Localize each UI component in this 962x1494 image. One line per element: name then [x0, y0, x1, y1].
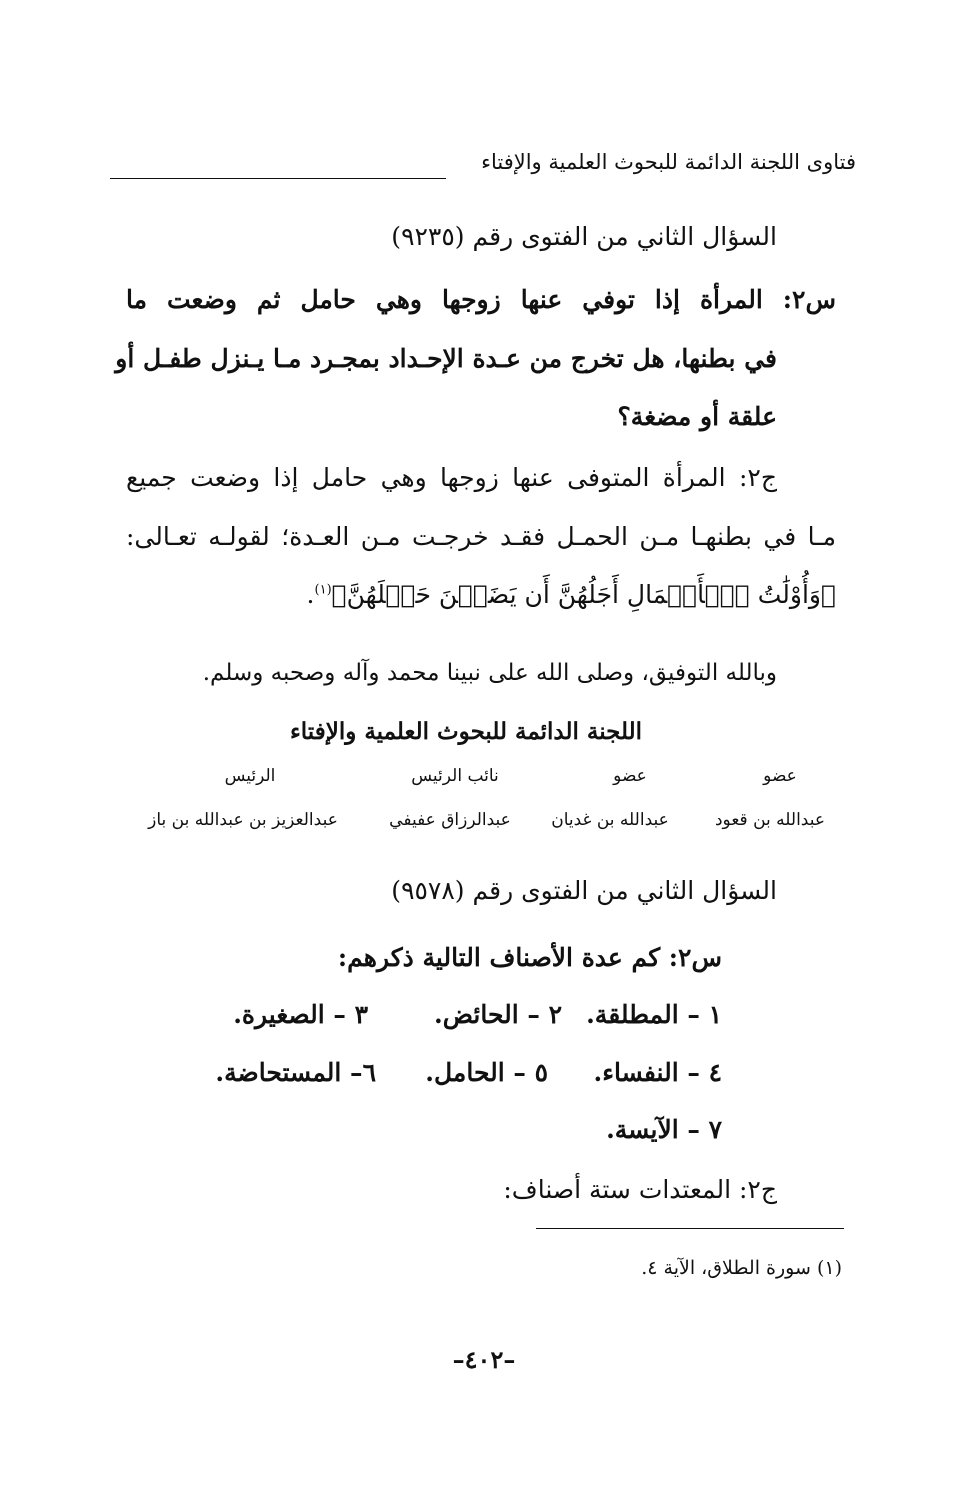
- answer-2: ج٢: المعتدات ستة أصناف:: [503, 1175, 777, 1204]
- page-number: –٤٠٢–: [452, 1345, 516, 1374]
- footnote-rule: [536, 1228, 844, 1229]
- list-item-7: ٧ – الآيسة.: [606, 1115, 722, 1144]
- footnote: (١) سورة الطلاق، الآية ٤.: [641, 1257, 842, 1279]
- member-name-4: عبدالعزيز بن عبدالله بن باز: [148, 810, 338, 830]
- list-item-2: ٢ – الحائض.: [434, 1000, 562, 1029]
- list-item-4: ٤ – النفساء.: [593, 1058, 722, 1087]
- closing-line: وبالله التوفيق، وصلى الله على نبينا محمد وآله وصحبه وسلم.: [202, 660, 777, 686]
- member-role-1: عضو: [763, 766, 797, 786]
- member-role-3: نائب الرئيس: [411, 766, 499, 786]
- running-header: فتاوى اللجنة الدائمة للبحوث العلمية والإفتاء: [481, 150, 856, 174]
- list-item-5: ٥ – الحامل.: [425, 1058, 548, 1087]
- question-line-2: في بطنها، هل تخرج من عـدة الإحـداد بمجـرد مـا يـنزل طفـل أو: [115, 344, 777, 373]
- member-name-2: عبدالله بن غديان: [551, 810, 669, 830]
- member-role-4: الرئيس: [224, 766, 276, 786]
- member-name-3: عبدالرزاق عفيفي: [389, 810, 511, 830]
- list-item-3: ٣ – الصغيرة.: [233, 1000, 368, 1029]
- list-item-1: ١ – المطلقة.: [586, 1000, 722, 1029]
- question-2: س٢: كم عدة الأصناف التالية ذكرهم:: [337, 943, 722, 972]
- quran-verse-line: ﴿وَأُوْلَٰتُ ٱلۡأَحۡمَالِ أَجَلُهُنَّ أَن يَضَعۡنَ حَمۡلَهُنَّ﴾$^{(١)}$.: [306, 580, 836, 609]
- answer-line-2: مـا في بطنهـا مـن الحمـل فقـد خرجـت مـن العـدة؛ لقولـه تعـالى:: [126, 522, 836, 551]
- footnote-ref: (١): [314, 582, 332, 598]
- question-line-3: علقة أو مضغة؟: [617, 402, 777, 431]
- fatwa-heading-9578: السؤال الثاني من الفتوى رقم (٩٥٧٨): [391, 876, 777, 905]
- quran-verse: ﴿وَأُوْلَٰتُ ٱلۡأَحۡمَالِ أَجَلُهُنَّ أَن يَضَعۡنَ حَمۡلَهُنَّ﴾: [331, 580, 836, 609]
- question-line-1: س٢: المرأة إذا توفي عنها زوجها وهي حامل ثم وضعت ما: [126, 285, 836, 314]
- header-rule: [110, 178, 446, 179]
- committee-title: اللجنة الدائمة للبحوث العلمية والإفتاء: [289, 718, 643, 745]
- member-name-1: عبدالله بن قعود: [714, 810, 825, 830]
- member-role-2: عضو: [613, 766, 647, 786]
- fatwa-heading-9235: السؤال الثاني من الفتوى رقم (٩٢٣٥): [391, 222, 777, 251]
- list-item-6: ٦– المستحاضة.: [215, 1058, 376, 1087]
- answer-line-1: ج٢: المرأة المتوفى عنها زوجها وهي حامل إذا وضعت جميع: [126, 463, 777, 492]
